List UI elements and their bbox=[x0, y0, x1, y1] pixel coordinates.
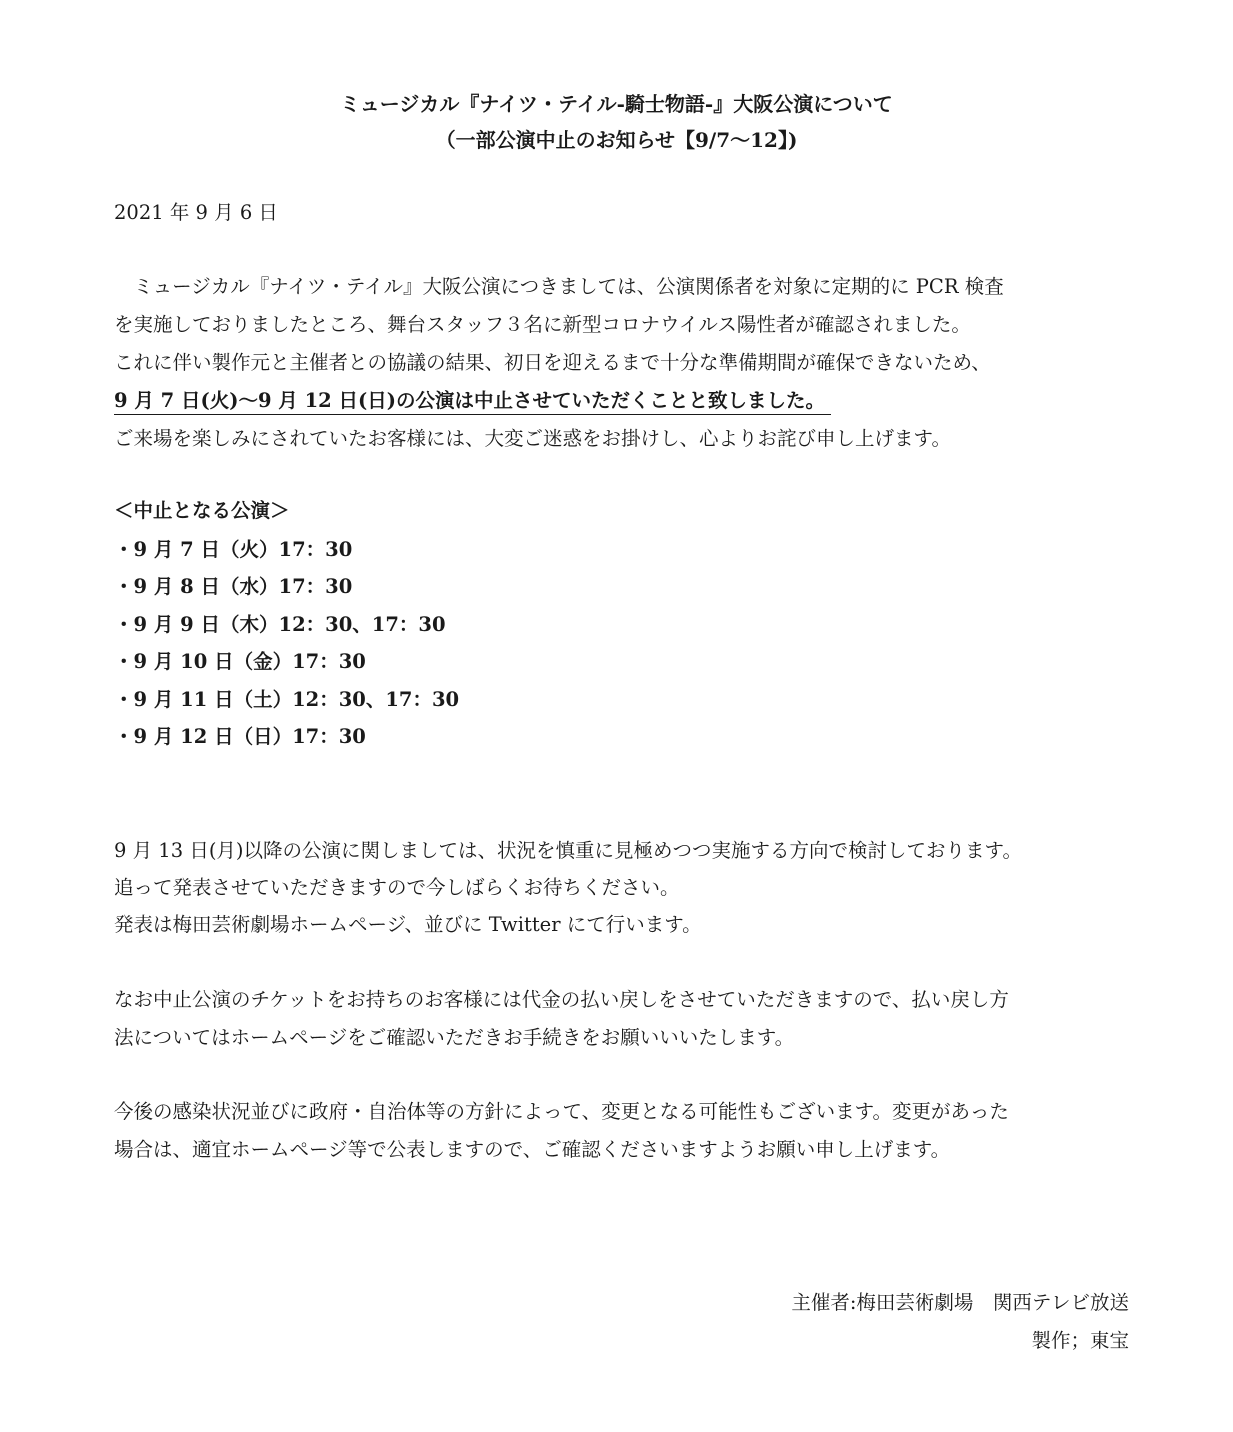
cancelled-performance: ・9 月 10 日（金）17：30 bbox=[114, 650, 366, 673]
future-line: 今後の感染状況並びに政府・自治体等の方針によって、変更となる可能性もございます。変更があった bbox=[114, 1100, 1009, 1123]
notice-date: 2021 年 9 月 6 日 bbox=[114, 201, 278, 224]
apology-line: ご来場を楽しみにされていたお客様には、大変ご迷惑をお掛けし、心よりお詫び申し上げます。 bbox=[114, 427, 951, 450]
intro-line: を実施しておりましたところ、舞台スタッフ３名に新型コロナウイルス陽性者が確認されました。 bbox=[114, 313, 971, 336]
cancelled-performance: ・9 月 11 日（土）12：30、17：30 bbox=[114, 688, 460, 711]
cancellation-announcement bbox=[114, 388, 831, 414]
notice-title: ミュージカル『ナイツ・テイル-騎士物語-』大阪公演について bbox=[340, 92, 893, 116]
cancelled-performance: ・9 月 12 日（日）17：30 bbox=[114, 725, 366, 748]
cancelled-performance: ・9 月 9 日（木）12：30、17：30 bbox=[114, 613, 446, 636]
after-line: 発表は梅田芸術劇場ホームページ、並びに Twitter にて行います。 bbox=[114, 913, 702, 936]
after-line: 追って発表させていただきますので今しばらくお待ちください。 bbox=[114, 876, 680, 899]
notice-subtitle: （一部公演中止のお知らせ【9/7〜12】) bbox=[435, 128, 798, 152]
after-line: 9 月 13 日(月)以降の公演に関しましては、状況を慎重に見極めつつ実施する方向で検討しております。 bbox=[114, 839, 1022, 862]
refund-line: なお中止公演のチケットをお持ちのお客様には代金の払い戻しをさせていただきますので、払い戻し方 bbox=[114, 988, 1009, 1011]
cancelled-performance: ・9 月 8 日（水）17：30 bbox=[114, 575, 353, 598]
intro-line: これに伴い製作元と主催者との協議の結果、初日を迎えるまで十分な準備期間が確保できないため、 bbox=[114, 351, 991, 374]
producer-credit: 製作；東宝 bbox=[1031, 1329, 1129, 1352]
cancelled-heading: ＜中止となる公演＞ bbox=[114, 499, 290, 522]
cancellation-announcement-text: 9 月 7 日(火)〜9 月 12 日(日)の公演は中止させていただくことと致しました。 bbox=[114, 389, 831, 415]
cancelled-performance: ・9 月 7 日（火）17：30 bbox=[114, 538, 353, 561]
refund-line: 法についてはホームページをご確認いただきお手続きをお願いいいたします。 bbox=[114, 1026, 795, 1049]
organizer-credit: 主催者:梅田芸術劇場 関西テレビ放送 bbox=[791, 1291, 1129, 1314]
intro-line: ミュージカル『ナイツ・テイル』大阪公演につきましては、公演関係者を対象に定期的に PCR 検査 bbox=[114, 275, 1004, 298]
future-line: 場合は、適宜ホームページ等で公表しますので、ご確認くださいますようお願い申し上げます。 bbox=[114, 1138, 951, 1161]
